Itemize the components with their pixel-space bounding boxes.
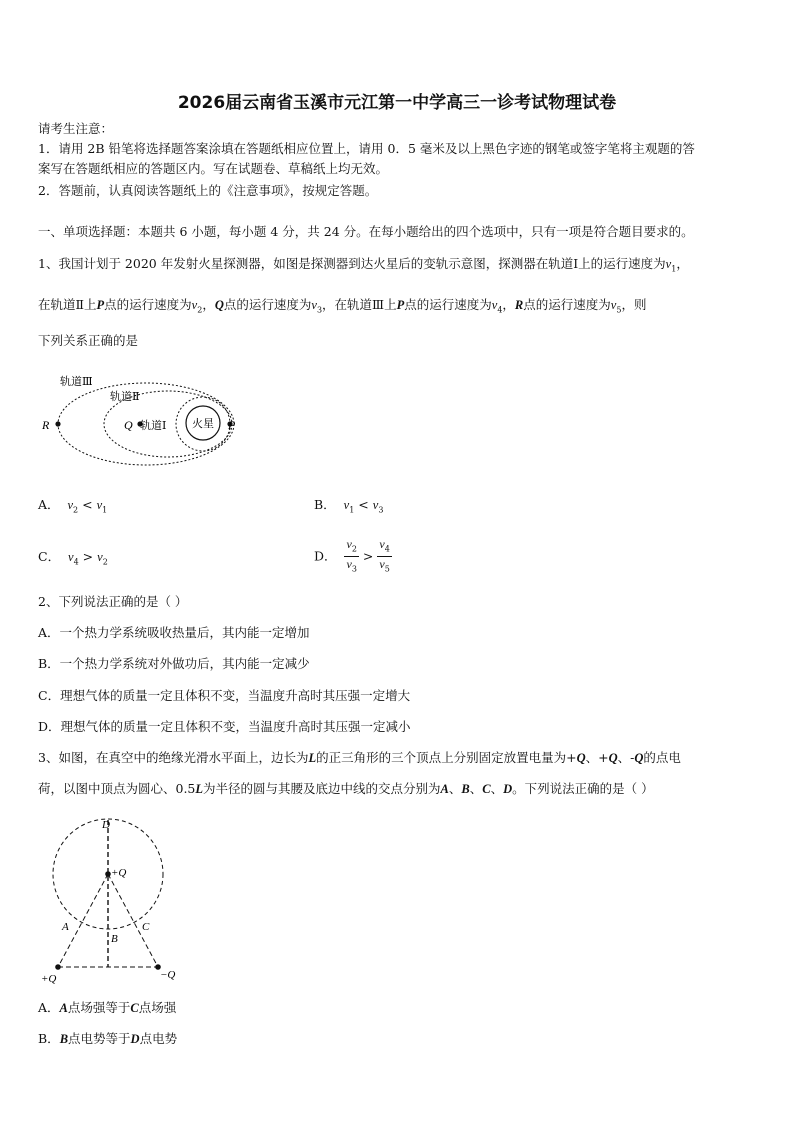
fraction-v4-v5: $\frac{v_4}{v_5}$ xyxy=(379,537,390,574)
orbit-diagram xyxy=(38,370,248,470)
v1-symbol: v xyxy=(343,498,350,512)
orbit-3-label: 轨道Ⅲ xyxy=(60,376,93,388)
q2-option-a: A．一个热力学系统吸收热量后，其内能一定增加 xyxy=(38,625,310,640)
page-title: 2026届云南省玉溪市元江第一中学高三一诊考试物理试卷 xyxy=(177,93,617,113)
q2-option-c: C．理想气体的质量一定且体积不变，当温度升高时其压强一定增大 xyxy=(38,688,411,703)
q1-text: 点的运行速度为 xyxy=(104,297,192,312)
v2-symbol: v xyxy=(346,537,352,551)
point-q: Q xyxy=(214,298,224,312)
q1-text: ，在轨道Ⅲ上 xyxy=(322,297,397,312)
top-charge-dot xyxy=(105,871,111,877)
v4-symbol: v xyxy=(379,537,385,551)
symbol-q: Q xyxy=(608,751,618,765)
point-p: P xyxy=(96,298,105,312)
symbol-a: A xyxy=(59,1001,68,1015)
symbol-c: C xyxy=(482,782,491,796)
q3-text: 荷，以图中顶点为圆心、0.5 xyxy=(38,781,196,796)
q3-text: 、+ xyxy=(585,750,609,765)
symbol-a: A xyxy=(440,782,449,796)
point-r: R xyxy=(514,298,524,312)
left-charge-label: +Q xyxy=(41,973,57,985)
q-label: Q xyxy=(124,418,133,432)
q2-stem: 2、下列说法正确的是（ ） xyxy=(38,594,188,609)
v3-symbol: v xyxy=(372,498,379,512)
q3-text: 点电势等于 xyxy=(68,1031,131,1046)
symbol-c: C xyxy=(130,1001,139,1015)
q3-text: 点电势 xyxy=(139,1031,178,1046)
right-edge xyxy=(108,874,158,967)
q3-text: 3、如图，在真空中的绝缘光滑水平面上，边长为 xyxy=(38,750,309,765)
q1-line-2: 在轨道Ⅱ上P点的运行速度为$v_2$，Q点的运行速度为$v_3$，在轨道Ⅲ上P点的运行速度为$v_4$，R点的运行速度为$v_5$，则 xyxy=(38,297,647,315)
q1-text: 1、我国计划于 2020 年发射火星探测器，如图是探测器到达火星后的变轨示意图，探测器在轨道Ⅰ上的运行速度为 xyxy=(38,256,666,271)
q3-text: 、 xyxy=(448,781,462,796)
v1-symbol: v xyxy=(96,498,103,512)
q1-text: ， xyxy=(202,297,215,312)
v3-symbol: v xyxy=(311,298,317,312)
option-letter: B． xyxy=(314,497,336,512)
q1-text: 在轨道Ⅱ上 xyxy=(38,297,97,312)
notice-item-1-cont: 案写在答题纸相应的答题区内。写在试题卷、草稿纸上均无效。 xyxy=(38,161,389,176)
q1-option-b: B． $v_1 < v_3$ xyxy=(314,497,384,515)
symbol-l: L xyxy=(308,751,317,765)
v2-symbol: v xyxy=(97,550,103,564)
symbol-b: B xyxy=(59,1032,69,1046)
r-label: R xyxy=(42,418,50,432)
gt-sign: > xyxy=(362,548,374,564)
b-label: B xyxy=(111,933,118,945)
v5-symbol: v xyxy=(610,298,617,312)
q1-line-1: 1、我国计划于 2020 年发射火星探测器，如图是探测器到达火星后的变轨示意图，探测器在轨道Ⅰ上的运行速度为$v_1$， xyxy=(38,256,689,274)
q3-line-1 xyxy=(38,750,681,766)
option-letter: A． xyxy=(38,497,60,512)
q3-text: 、 xyxy=(490,781,504,796)
q3-option-b xyxy=(38,1031,177,1047)
q1-text: 点的运行速度为 xyxy=(523,297,611,312)
q1-option-d xyxy=(314,537,392,577)
lt-sign: < xyxy=(82,497,93,512)
point-r-dot xyxy=(55,421,60,426)
fraction-v2-v3: $\frac{v_2}{v_3}$ xyxy=(346,537,357,574)
q1-text: 点的运行速度为 xyxy=(223,297,312,312)
symbol-q: Q xyxy=(634,751,644,765)
option-letter: A． xyxy=(38,1000,60,1015)
point-p: P xyxy=(396,298,405,312)
symbol-d: D xyxy=(130,1032,140,1046)
v2-symbol: v xyxy=(191,298,198,312)
notice-item-1: 1．请用 2B 铅笔将选择题答案涂填在答题纸相应位置上，请用 0．5 毫米及以上黑色字迹的钢笔或签字笔将主观题的答 xyxy=(38,141,695,156)
q3-text: 。下列说法正确的是（ ） xyxy=(512,781,654,796)
q3-text: 、 xyxy=(469,781,483,796)
p-label: P xyxy=(228,418,236,432)
v4-symbol: v xyxy=(68,550,74,564)
q2-option-b: B．一个热力学系统对外做功后，其内能一定减少 xyxy=(38,656,310,671)
notice-item-2: 2．答题前，认真阅读答题纸上的《注意事项》，按规定答题。 xyxy=(38,183,378,198)
q3-text: 为半径的圆与其腰及底边中线的交点分别为 xyxy=(203,781,441,796)
d-label: D xyxy=(102,819,110,831)
top-charge-label: +Q xyxy=(111,867,127,879)
q1-text: 点的运行速度为 xyxy=(404,297,492,312)
symbol-l: L xyxy=(195,782,204,796)
q3-text: 的正三角形的三个顶点上分别固定放置电量为+ xyxy=(316,750,577,765)
q1-text: ， xyxy=(502,297,515,312)
q3-text: 的点电 xyxy=(643,750,681,765)
q3-text: 点场强等于 xyxy=(67,1000,131,1015)
q1-option-c: C． $v_4 > v_2$ xyxy=(38,549,108,567)
left-charge-dot xyxy=(55,964,61,970)
q2-option-d: D．理想气体的质量一定且体积不变，当温度升高时其压强一定减小 xyxy=(38,719,411,734)
q3-line-2 xyxy=(38,781,654,797)
mars-label: 火星 xyxy=(192,418,214,430)
orbit-1-label: 轨道Ⅰ xyxy=(140,420,167,432)
q3-option-a xyxy=(38,1000,176,1016)
v1-symbol: v xyxy=(665,257,672,271)
v2-symbol: v xyxy=(67,498,74,512)
section-1-heading: 一、单项选择题：本题共 6 小题，每小题 4 分，共 24 分。在每小题给出的四个选项中，只有一项是符合题目要求的。 xyxy=(38,224,694,239)
notice-heading: 请考生注意： xyxy=(38,121,114,136)
v3-symbol: v xyxy=(346,557,352,572)
c-label: C xyxy=(142,921,150,933)
option-letter: C． xyxy=(38,549,61,564)
lt-sign: < xyxy=(358,497,369,512)
gt-sign: > xyxy=(82,549,94,564)
q1-line-3: 下列关系正确的是 xyxy=(38,333,139,348)
q1-option-a: A． $v_2 < v_1$ xyxy=(38,497,108,515)
symbol-q: Q xyxy=(576,751,586,765)
q1-text: ，则 xyxy=(621,297,647,312)
right-charge-label: −Q xyxy=(160,969,176,981)
symbol-b: B xyxy=(461,782,470,796)
option-letter: D． xyxy=(314,548,337,564)
v5-symbol: v xyxy=(379,557,385,572)
orbit-2-label: 轨道Ⅱ xyxy=(110,391,140,403)
q3-text: 点场强 xyxy=(138,1000,177,1015)
v4-symbol: v xyxy=(491,298,498,312)
q3-text: 、- xyxy=(617,750,635,765)
symbol-d: D xyxy=(503,782,513,796)
option-letter: B． xyxy=(38,1031,60,1046)
triangle-charge-diagram xyxy=(36,812,186,987)
a-label: A xyxy=(62,921,69,933)
